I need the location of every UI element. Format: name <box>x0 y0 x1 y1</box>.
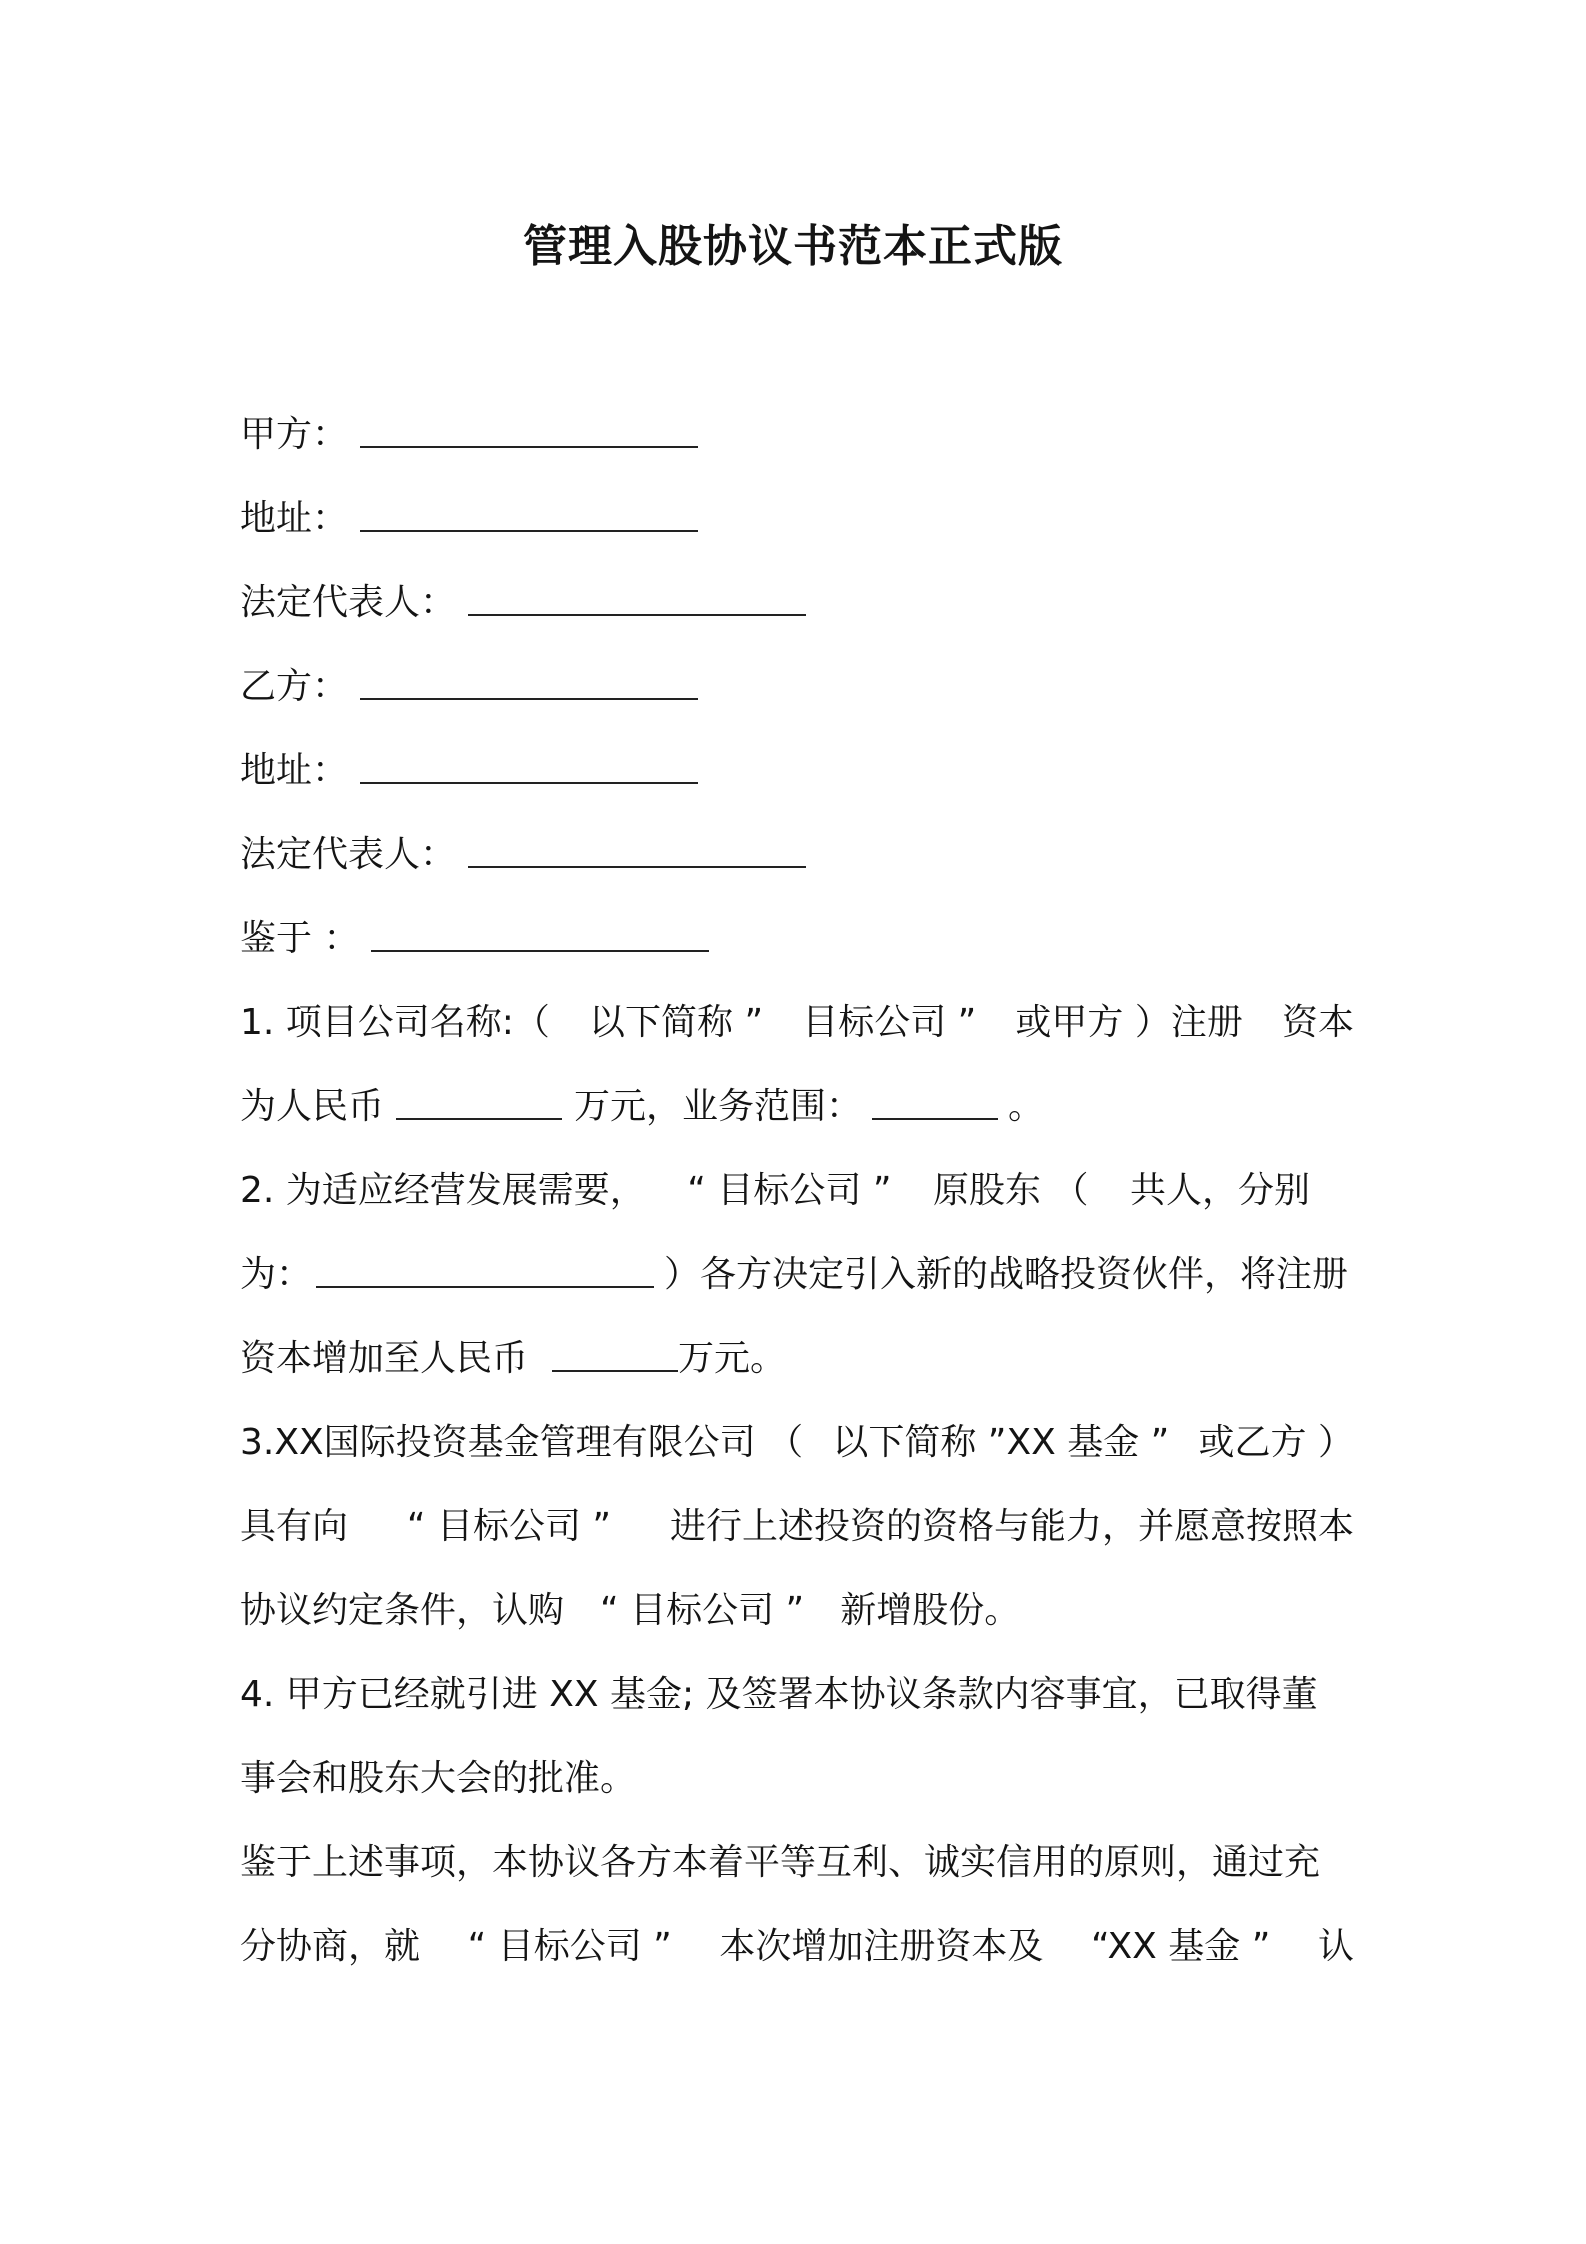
party-b-blank <box>360 666 698 700</box>
clause-2-text: 原股东 （ <box>933 1170 1089 1211</box>
clause-1-text: 为人民币 <box>240 1086 385 1127</box>
clause-2-line-2 <box>240 1245 1348 1305</box>
shareholders-blank <box>316 1254 654 1288</box>
rep-a-label: 法定代表人： <box>240 582 457 623</box>
clause-1-line-2 <box>240 1077 1044 1137</box>
business-scope-blank <box>872 1086 998 1120</box>
address-b-label: 地址： <box>240 750 349 791</box>
clause-2-text: 2. 为适应经营发展需要， <box>240 1170 646 1211</box>
party-a-line <box>240 405 698 465</box>
clause-1-text: 万元，业务范围： <box>574 1086 863 1127</box>
clause-2-text: 万元。 <box>678 1338 787 1379</box>
clause-2-text: “ 目标公司 ” <box>687 1170 892 1211</box>
clause-1-text: 。 <box>1008 1086 1045 1127</box>
clause-1-text: 资本 <box>1281 1002 1354 1043</box>
closing-paragraph-line-1: 鉴于上述事项，本协议各方本着平等互利、诚实信用的原则，通过充 <box>240 1842 1321 1883</box>
clause-4-line-2: 事会和股东大会的批准。 <box>240 1758 637 1799</box>
address-a-line <box>240 489 698 549</box>
closing-text: 认 <box>1317 1926 1354 1967</box>
document-title: 管理入股协议书范本正式版 <box>523 221 1063 272</box>
clause-3-line-3: 协议约定条件，认购 “ 目标公司 ” 新增股份。 <box>240 1590 1021 1631</box>
new-capital-blank <box>552 1338 678 1372</box>
clause-3-text: 3.XX国际投资基金管理有限公司 （ <box>240 1422 804 1463</box>
party-a-blank <box>360 414 698 448</box>
clause-2-line-3 <box>240 1329 786 1389</box>
rep-b-label: 法定代表人： <box>240 834 457 875</box>
clause-2-text: 资本增加至人民币 <box>240 1338 529 1379</box>
closing-text: “XX 基金 ” <box>1090 1926 1271 1967</box>
clause-3-text: “ 目标公司 ” <box>406 1506 612 1547</box>
clause-1-text: 以下简称 ” <box>589 1002 764 1043</box>
clause-3-text: 或乙方 ） <box>1198 1422 1354 1463</box>
capital-blank <box>396 1086 562 1120</box>
clause-2-text: 共人，分别 <box>1129 1170 1310 1211</box>
party-a-label: 甲方： <box>240 414 349 455</box>
clause-2-text: ）各方决定引入新的战略投资伙伴，将注册 <box>664 1254 1349 1295</box>
address-a-blank <box>360 498 698 532</box>
closing-paragraph-line-2 <box>240 1917 1354 1977</box>
address-a-label: 地址： <box>240 498 349 539</box>
rep-a-line <box>240 573 806 633</box>
clause-3-line-1 <box>240 1413 1354 1473</box>
clause-3-text: 具有向 <box>240 1506 349 1547</box>
address-b-line <box>240 741 698 801</box>
clause-4-line-1: 4. 甲方已经就引进 XX 基金; 及签署本协议条款内容事宜，已取得董 <box>240 1674 1318 1715</box>
whereas-blank <box>371 918 709 952</box>
party-b-label: 乙方： <box>240 666 349 707</box>
clause-2-text: 为： <box>240 1254 313 1295</box>
clause-1-text: 目标公司 ” <box>802 1002 977 1043</box>
party-b-line <box>240 657 698 717</box>
clause-3-text: 进行上述投资的资格与能力，并愿意按照本 <box>669 1506 1354 1547</box>
closing-text: 分协商，就 <box>240 1926 421 1967</box>
rep-a-blank <box>468 582 806 616</box>
rep-b-line <box>240 825 806 885</box>
address-b-blank <box>360 750 698 784</box>
clause-3-text: 以下简称 ”XX 基金 ” <box>832 1422 1170 1463</box>
clause-1-text: 或甲方 ）注册 <box>1015 1002 1243 1043</box>
rep-b-blank <box>468 834 806 868</box>
closing-text: 本次增加注册资本及 <box>719 1926 1044 1967</box>
clause-2-line-1 <box>240 1161 1310 1221</box>
whereas-label: 鉴于 ： <box>240 918 360 959</box>
clause-3-line-2 <box>240 1497 1354 1557</box>
closing-text: “ 目标公司 ” <box>467 1926 672 1967</box>
whereas-line <box>240 909 709 969</box>
clause-1-line-1 <box>240 993 1354 1053</box>
clause-1-text: 1. 项目公司名称:（ <box>240 1002 550 1043</box>
